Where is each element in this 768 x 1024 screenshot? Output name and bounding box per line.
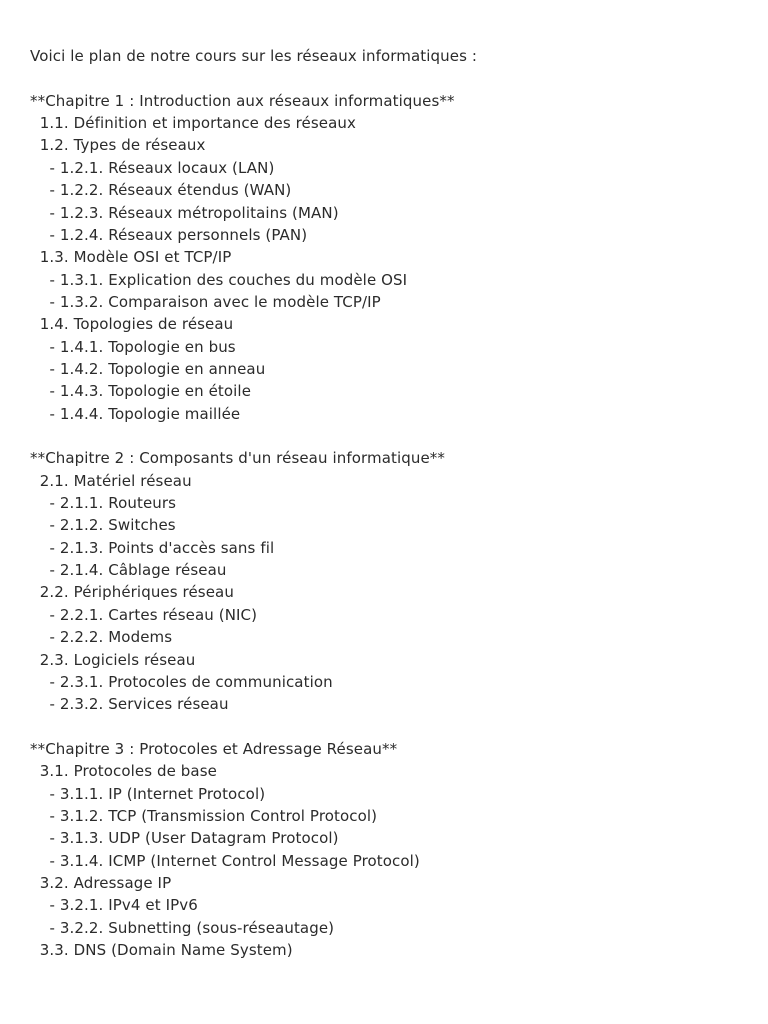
section-item: 3.2. Adressage IP (30, 874, 172, 892)
subsection-item: - 3.1.2. TCP (Transmission Control Protocol) (30, 806, 378, 825)
subsection-item: - 2.3.2. Services réseau (30, 695, 229, 714)
subsection-item: - 2.2.1. Cartes réseau (NIC) (30, 605, 258, 624)
subsection-item: - 1.3.1. Explication des couches du modèle OSI (30, 270, 408, 289)
subsection-item: - 1.3.2. Comparaison avec le modèle TCP/IP (30, 292, 381, 311)
subsection-item: - 3.2.2. Subnetting (sous-réseautage) (30, 918, 335, 937)
chapter-heading: **Chapitre 1 : Introduction aux réseaux informatiques** (30, 91, 455, 110)
section-item: 1.4. Topologies de réseau (30, 315, 234, 334)
subsection-item: - 2.3.1. Protocoles de communication (30, 672, 333, 691)
subsection-item: - 1.2.3. Réseaux métropolitains (MAN) (30, 203, 339, 222)
subsection-item: - 2.1.1. Routeurs (30, 494, 177, 512)
subsection-item: - 2.2.2. Modems (30, 628, 173, 647)
subsection-item: - 3.2.1. IPv4 et IPv6 (30, 896, 198, 915)
subsection-item: - 2.1.2. Switches (30, 516, 176, 535)
section-item: 1.1. Définition et importance des réseaux (30, 114, 356, 133)
chapter-heading: **Chapitre 2 : Composants d'un réseau informatique** (30, 449, 445, 468)
subsection-item: - 3.1.3. UDP (User Datagram Protocol) (30, 829, 339, 848)
section-item: 3.1. Protocoles de base (30, 762, 217, 781)
subsection-item: - 1.2.4. Réseaux personnels (PAN) (30, 225, 308, 244)
section-item: 2.3. Logiciels réseau (30, 650, 196, 669)
section-item: 2.1. Matériel réseau (30, 471, 192, 490)
section-item: 2.2. Périphériques réseau (30, 583, 234, 602)
subsection-item: - 3.1.4. ICMP (Internet Control Message Protocol) (30, 851, 420, 870)
section-item: 1.3. Modèle OSI et TCP/IP (30, 248, 232, 267)
section-item: 3.3. DNS (Domain Name System) (30, 941, 293, 959)
subsection-item: - 1.4.4. Topologie maillée (30, 404, 241, 423)
subsection-item: - 2.1.3. Points d'accès sans fil (30, 538, 275, 557)
section-item: 1.2. Types de réseaux (30, 136, 206, 155)
subsection-item: - 1.2.1. Réseaux locaux (LAN) (30, 158, 275, 177)
intro-text: Voici le plan de notre cours sur les réseaux informatiques : (30, 47, 478, 65)
subsection-item: - 1.4.3. Topologie en étoile (30, 382, 252, 401)
subsection-item: - 1.2.2. Réseaux étendus (WAN) (30, 181, 292, 200)
subsection-item: - 1.4.2. Topologie en anneau (30, 359, 266, 378)
subsection-item: - 2.1.4. Câblage réseau (30, 561, 227, 580)
subsection-item: - 1.4.1. Topologie en bus (30, 337, 236, 356)
chapter-heading: **Chapitre 3 : Protocoles et Adressage Réseau** (30, 739, 398, 758)
subsection-item: - 3.1.1. IP (Internet Protocol) (30, 784, 266, 803)
